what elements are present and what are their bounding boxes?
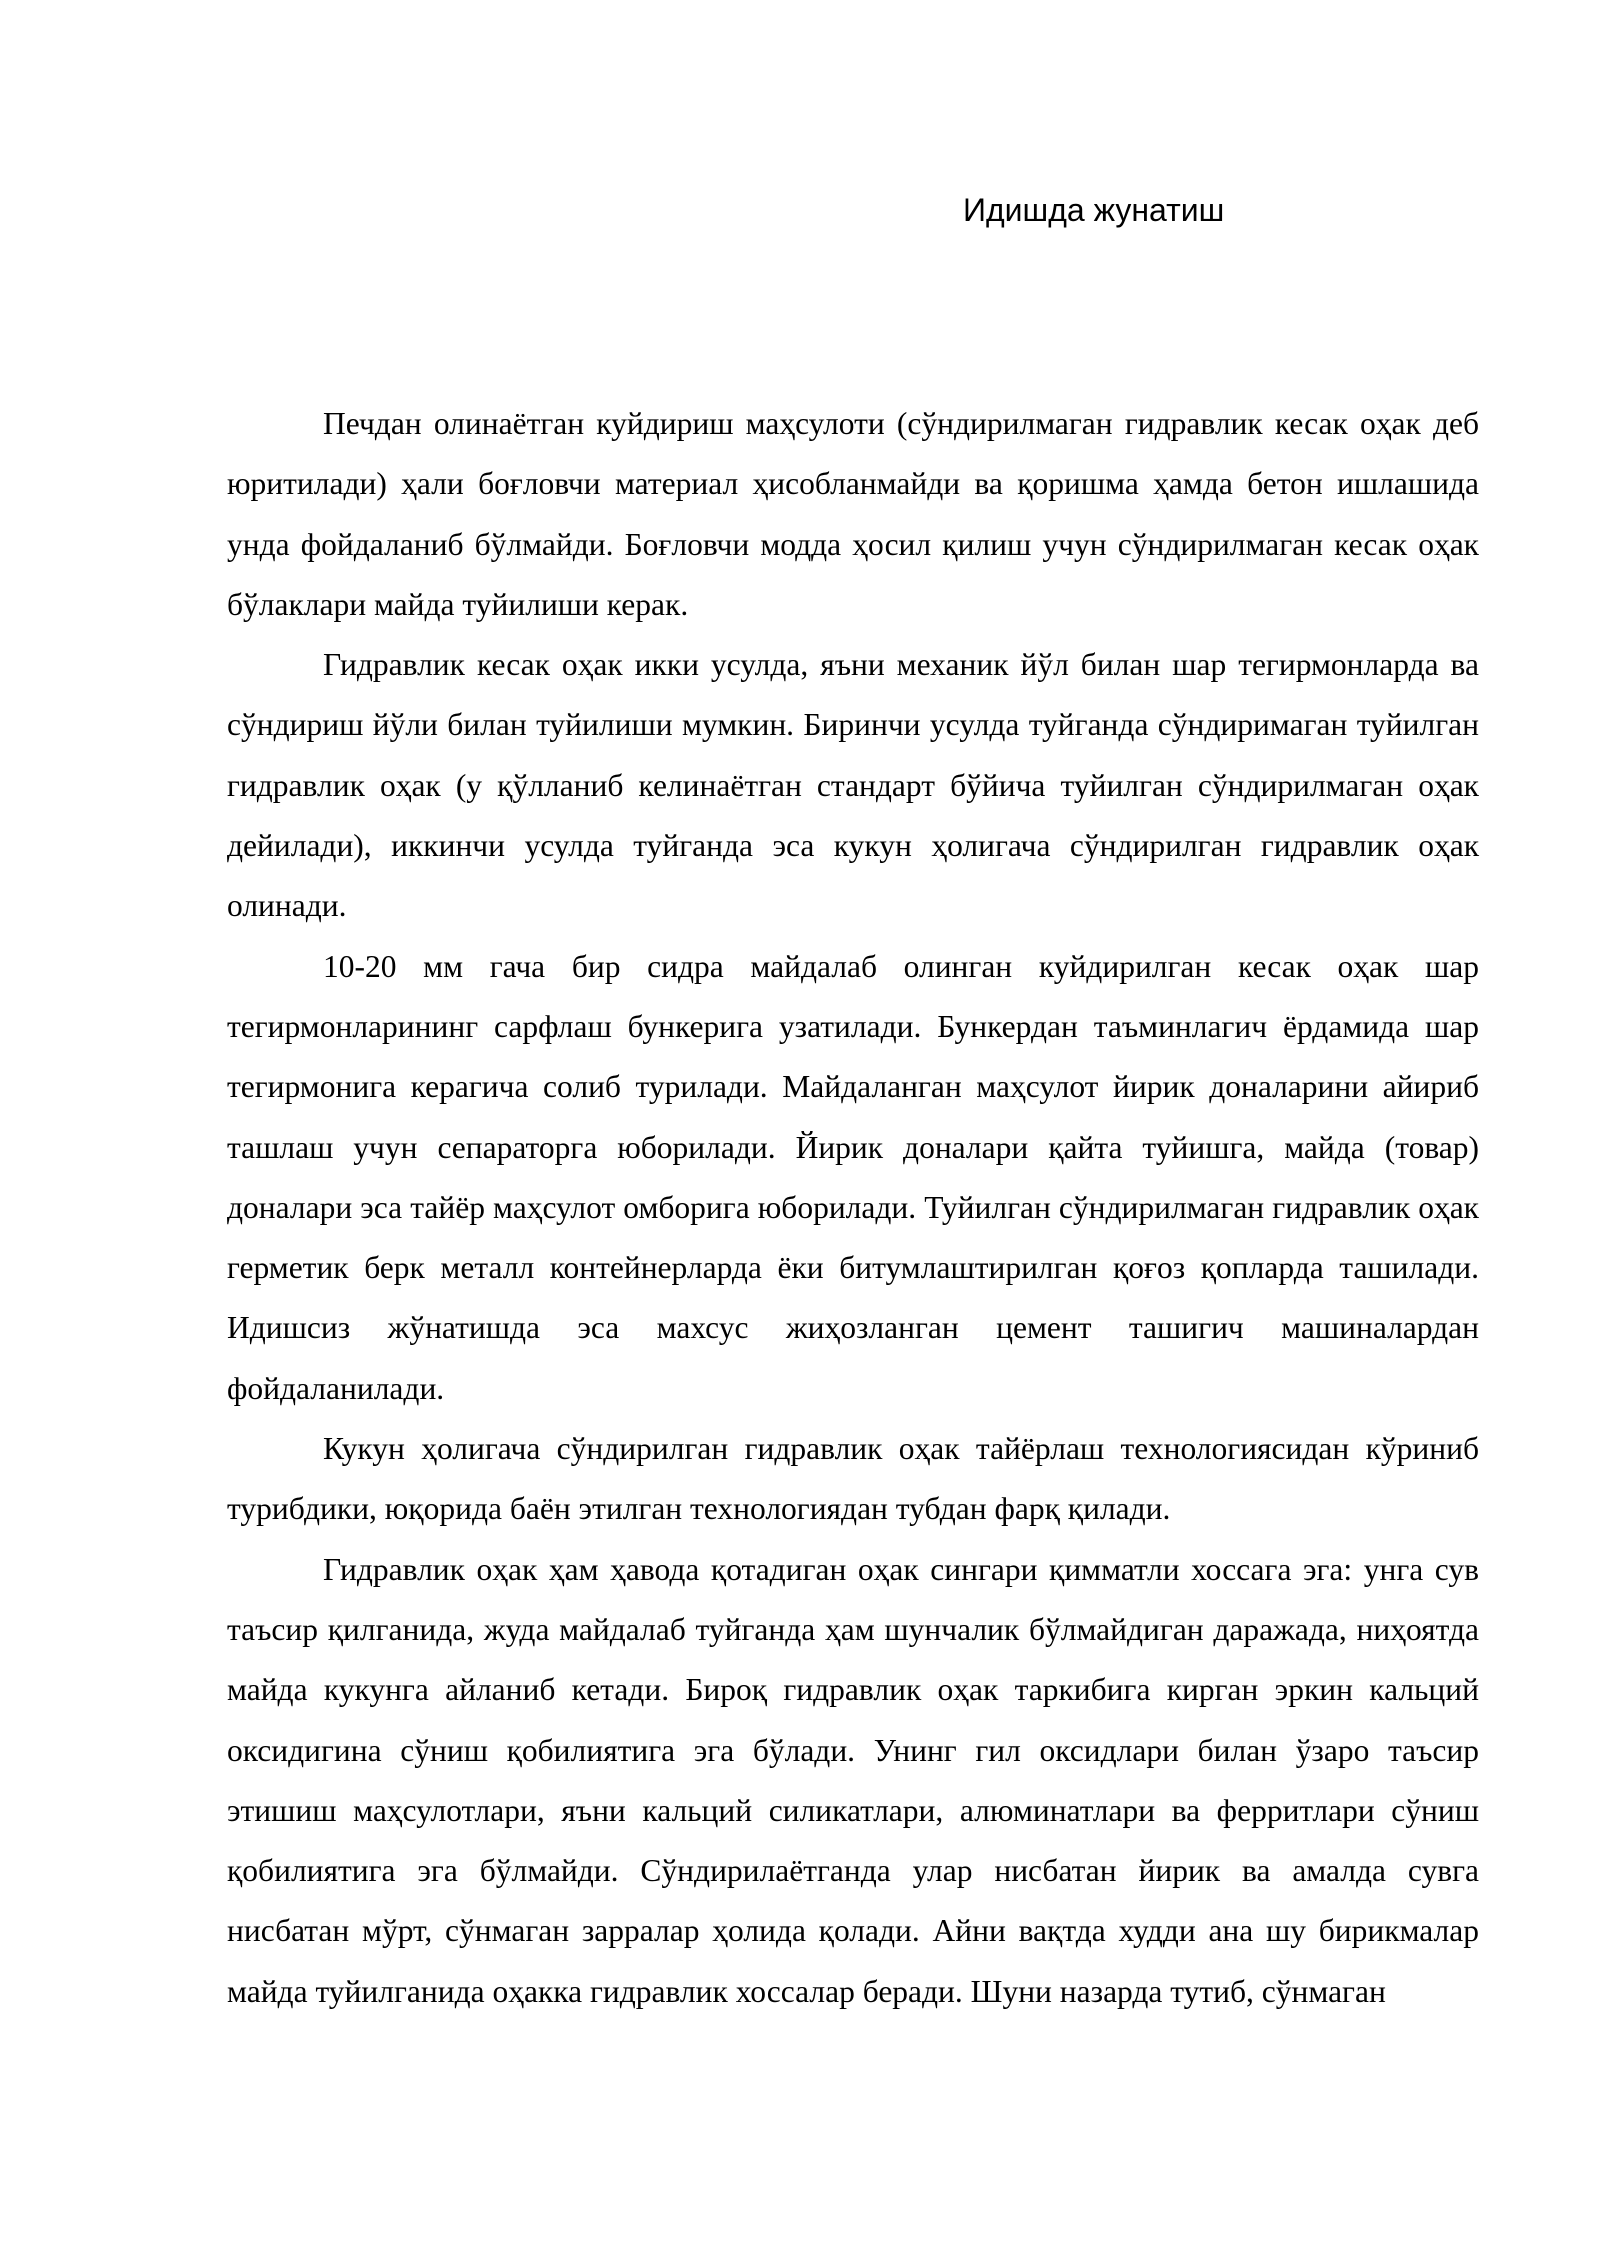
paragraph-4: Кукун ҳолигача сўндирилган гидравлик оҳак тайёрлаш технологиясидан кўриниб турибдики, юқорида баён этилган технологиядан тубдан фарқ қилади. <box>227 1431 1479 1527</box>
page-title: Идишда жунатиш <box>963 192 1225 228</box>
paragraph-5: Гидравлик оҳак ҳам ҳавода қотадиган оҳак сингари қимматли хоссага эга: унга сув таъсир қилганида, жуда майдалаб туйганда ҳам шунчалик бўлмайдиган даражада, ниҳоятда майда кукунга айланиб кетади. Бироқ гидравлик оҳак таркибига кирган эркин кальций оксидигина сўниш қобилиятига эга бўлади. Унинг гил оксидлари билан ўзаро таъсир этишиш маҳсулотлари, яъни кальций силикатлари, алюминатлари ва ферритлари сўниш қобилиятига эга бўлмайди. Сўндирилаётганда улар нисбатан йирик ва амалда сувга нисбатан мўрт, сўнмаган зарралар ҳолида қолади. Айни вақтда худди ана шу бирикмалар майда туйилганида оҳакка гидравлик хоссалар беради. Шуни назарда тутиб, сўнмаган <box>227 1551 1479 2009</box>
paragraph-2: Гидравлик кесак оҳак икки усулда, яъни механик йўл билан шар тегирмонларда ва сўндириш йўли билан туйилиши мумкин. Биринчи усулда туйганда сўндиримаган туйилган гидравлик оҳак (у қўлланиб келинаётган стандарт бўйича туйилган сўндирилмаган оҳак дейилади), иккинчи усулда туйганда эса кукун ҳолигача сўндирилган гидравлик оҳак олинади. <box>227 647 1479 924</box>
paragraph-1: Печдан олинаётган куйдириш маҳсулоти (сўндирилмаган гидравлик кесак оҳак деб юритилади) ҳали боғловчи материал ҳисобланмайди ва қоришма ҳамда бетон ишлашида унда фойдаланиб бўлмайди. Боғловчи модда ҳосил қилиш учун сўндирилмаган кесак оҳак бўлаклари майда туйилиши керак. <box>227 406 1479 622</box>
body-text <box>227 394 1479 2022</box>
paragraph-3: 10-20 мм гача бир сидра майдалаб олинган куйдирилган кесак оҳак шар тегирмонларининг сарфлаш бункерига узатилади. Бункердан таъминлагич ёрдамида шар тегирмонига керагича солиб турилади. Майдаланган маҳсулот йирик доналарини айириб ташлаш учун сепараторга юборилади. Йирик доналари қайта туйишга, майда (товар) доналари эса тайёр маҳсулот омборига юборилади. Туйилган сўндирилмаган гидравлик оҳак герметик берк металл контейнерларда ёки битумлаштирилган қоғоз қопларда ташилади. Идишсиз жўнатишда эса махсус жиҳозланган цемент ташигич машиналардан фойдаланилади. <box>227 948 1479 1406</box>
